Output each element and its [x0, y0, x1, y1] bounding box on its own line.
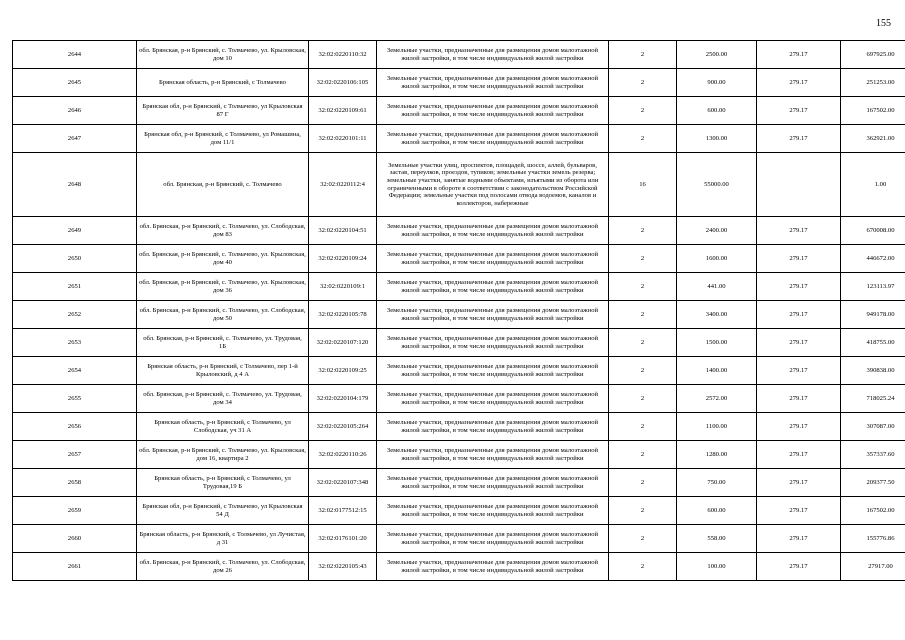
table-row — [13, 153, 905, 217]
table-row — [13, 69, 905, 97]
cadastral-number-cell: 32:02:0220105:43 — [309, 553, 377, 581]
row-number-cell: 2648 — [13, 153, 137, 217]
address-cell: Брянская область, р-н Брянский, с Толмачево, пер 1-й Крыловский, д 4 А — [137, 357, 309, 385]
area-cell: 2400.00 — [677, 217, 757, 245]
address-cell: Брянская обл, р-н Брянский, с Толмачево, ул Крыловская 54 Д — [137, 497, 309, 525]
cadastral-number-cell: 32:02:0220110:32 — [309, 41, 377, 69]
row-number-cell: 2653 — [13, 329, 137, 357]
table-row — [13, 41, 905, 69]
cadastral-number-cell: 32:02:0220109:24 — [309, 245, 377, 273]
category-code-cell: 2 — [609, 41, 677, 69]
category-code-cell: 2 — [609, 301, 677, 329]
category-code-cell: 2 — [609, 125, 677, 153]
cadastral-value-cell: 446672.00 — [841, 245, 905, 273]
row-number-cell: 2655 — [13, 385, 137, 413]
land-registry-table — [12, 40, 905, 581]
category-code-cell: 2 — [609, 69, 677, 97]
row-number-cell: 2647 — [13, 125, 137, 153]
address-cell: обл. Брянская, р-н Брянский, с. Толмачево, ул. Крыловская, дом 10 — [137, 41, 309, 69]
category-code-cell: 2 — [609, 469, 677, 497]
area-cell: 600.00 — [677, 97, 757, 125]
cadastral-number-cell: 32:02:0220110:26 — [309, 441, 377, 469]
category-code-cell: 2 — [609, 97, 677, 125]
permitted-use-cell: Земельные участки, предназначенные для размещения домов малоэтажной жилой застройки, в том числе индивидуальной жилой застройки — [377, 97, 609, 125]
permitted-use-cell: Земельные участки, предназначенные для размещения домов малоэтажной жилой застройки, в том числе индивидуальной жилой застройки — [377, 525, 609, 553]
table-row — [13, 97, 905, 125]
cadastral-value-cell: 362921.00 — [841, 125, 905, 153]
specific-value-cell: 279.17 — [757, 441, 841, 469]
permitted-use-cell: Земельные участки, предназначенные для размещения домов малоэтажной жилой застройки, в том числе индивидуальной жилой застройки — [377, 553, 609, 581]
category-code-cell: 2 — [609, 273, 677, 301]
address-cell: обл. Брянская, р-н Брянский, с. Толмачево, ул. Крыловская, дом 36 — [137, 273, 309, 301]
permitted-use-cell: Земельные участки, предназначенные для размещения домов малоэтажной жилой застройки, в том числе индивидуальной жилой застройки — [377, 413, 609, 441]
area-cell: 1500.00 — [677, 329, 757, 357]
permitted-use-cell: Земельные участки, предназначенные для размещения домов малоэтажной жилой застройки, в том числе индивидуальной жилой застройки — [377, 301, 609, 329]
cadastral-number-cell: 32:02:0220109:1 — [309, 273, 377, 301]
area-cell: 55000.00 — [677, 153, 757, 217]
permitted-use-cell: Земельные участки, предназначенные для размещения домов малоэтажной жилой застройки, в том числе индивидуальной жилой застройки — [377, 69, 609, 97]
address-cell: Брянская область, р-н Брянский, с Толмачево, ул Слободская, уч 31 А — [137, 413, 309, 441]
cadastral-number-cell: 32:02:0220105:264 — [309, 413, 377, 441]
address-cell: обл. Брянская, р-н Брянский, с. Толмачево, ул. Трудовая, дом 34 — [137, 385, 309, 413]
table-body — [13, 41, 905, 581]
category-code-cell: 2 — [609, 553, 677, 581]
cadastral-value-cell: 307087.00 — [841, 413, 905, 441]
category-code-cell: 2 — [609, 441, 677, 469]
cadastral-number-cell: 32:02:0220109:25 — [309, 357, 377, 385]
category-code-cell: 2 — [609, 385, 677, 413]
specific-value-cell: 279.17 — [757, 217, 841, 245]
cadastral-number-cell: 32:02:0220107:120 — [309, 329, 377, 357]
table-row — [13, 553, 905, 581]
row-number-cell: 2645 — [13, 69, 137, 97]
cadastral-number-cell: 32:02:0220112:4 — [309, 153, 377, 217]
cadastral-value-cell: 949178.00 — [841, 301, 905, 329]
cadastral-number-cell: 32:02:0177512:15 — [309, 497, 377, 525]
specific-value-cell: 279.17 — [757, 525, 841, 553]
permitted-use-cell: Земельные участки улиц, проспектов, площадей, шоссе, аллей, бульваров, застав, переулков, проездов, тупиков; земельные участки земель резерва; земельные участки, занятые водными объектами, изъятыми из оборота или ограниченными в обороте в соответствии с законодательством Российской Федерации; земельные участки под полосами отвода водоемов, каналов и коллекторов, набережные — [377, 153, 609, 217]
table-row — [13, 441, 905, 469]
cadastral-number-cell: 32:02:0220104:51 — [309, 217, 377, 245]
row-number-cell: 2660 — [13, 525, 137, 553]
cadastral-value-cell: 167502.00 — [841, 97, 905, 125]
category-code-cell: 2 — [609, 245, 677, 273]
cadastral-value-cell: 123113.97 — [841, 273, 905, 301]
permitted-use-cell: Земельные участки, предназначенные для размещения домов малоэтажной жилой застройки, в том числе индивидуальной жилой застройки — [377, 469, 609, 497]
page-number: 155 — [876, 18, 891, 29]
permitted-use-cell: Земельные участки, предназначенные для размещения домов малоэтажной жилой застройки, в том числе индивидуальной жилой застройки — [377, 273, 609, 301]
specific-value-cell: 279.17 — [757, 245, 841, 273]
permitted-use-cell: Земельные участки, предназначенные для размещения домов малоэтажной жилой застройки, в том числе индивидуальной жилой застройки — [377, 125, 609, 153]
cadastral-value-cell: 209377.50 — [841, 469, 905, 497]
table-row — [13, 413, 905, 441]
table-row — [13, 273, 905, 301]
area-cell: 3400.00 — [677, 301, 757, 329]
specific-value-cell: 279.17 — [757, 69, 841, 97]
specific-value-cell: 279.17 — [757, 357, 841, 385]
permitted-use-cell: Земельные участки, предназначенные для размещения домов малоэтажной жилой застройки, в том числе индивидуальной жилой застройки — [377, 441, 609, 469]
cadastral-value-cell: 357337.60 — [841, 441, 905, 469]
specific-value-cell: 279.17 — [757, 469, 841, 497]
cadastral-value-cell: 1.00 — [841, 153, 905, 217]
cadastral-value-cell: 155776.86 — [841, 525, 905, 553]
row-number-cell: 2657 — [13, 441, 137, 469]
specific-value-cell: 279.17 — [757, 497, 841, 525]
specific-value-cell: 279.17 — [757, 301, 841, 329]
row-number-cell: 2650 — [13, 245, 137, 273]
permitted-use-cell: Земельные участки, предназначенные для размещения домов малоэтажной жилой застройки, в том числе индивидуальной жилой застройки — [377, 217, 609, 245]
specific-value-cell: 279.17 — [757, 553, 841, 581]
address-cell: Брянская обл, р-н Брянский, с Толмачево, ул Ромашина, дом 11/1 — [137, 125, 309, 153]
cadastral-value-cell: 697925.00 — [841, 41, 905, 69]
table-row — [13, 245, 905, 273]
specific-value-cell: 279.17 — [757, 413, 841, 441]
cadastral-number-cell: 32:02:0220105:78 — [309, 301, 377, 329]
cadastral-value-cell: 27917.00 — [841, 553, 905, 581]
permitted-use-cell: Земельные участки, предназначенные для размещения домов малоэтажной жилой застройки, в том числе индивидуальной жилой застройки — [377, 497, 609, 525]
area-cell: 1100.00 — [677, 413, 757, 441]
specific-value-cell: 279.17 — [757, 41, 841, 69]
row-number-cell: 2659 — [13, 497, 137, 525]
address-cell: обл. Брянская, р-н Брянский, с. Толмачево, ул. Слободская, дом 83 — [137, 217, 309, 245]
row-number-cell: 2658 — [13, 469, 137, 497]
cadastral-number-cell: 32:02:0220104:179 — [309, 385, 377, 413]
cadastral-value-cell: 418755.00 — [841, 329, 905, 357]
area-cell: 1300.00 — [677, 125, 757, 153]
table-row — [13, 497, 905, 525]
cadastral-number-cell: 32:02:0220107:348 — [309, 469, 377, 497]
area-cell: 2572.00 — [677, 385, 757, 413]
category-code-cell: 2 — [609, 329, 677, 357]
row-number-cell: 2651 — [13, 273, 137, 301]
address-cell: обл. Брянская, р-н Брянский, с. Толмачево, ул. Трудовая, 1Б — [137, 329, 309, 357]
permitted-use-cell: Земельные участки, предназначенные для размещения домов малоэтажной жилой застройки, в том числе индивидуальной жилой застройки — [377, 357, 609, 385]
row-number-cell: 2652 — [13, 301, 137, 329]
row-number-cell: 2654 — [13, 357, 137, 385]
cadastral-number-cell: 32:02:0220101:11 — [309, 125, 377, 153]
permitted-use-cell: Земельные участки, предназначенные для размещения домов малоэтажной жилой застройки, в том числе индивидуальной жилой застройки — [377, 245, 609, 273]
cadastral-value-cell: 670008.00 — [841, 217, 905, 245]
area-cell: 1400.00 — [677, 357, 757, 385]
area-cell: 1600.00 — [677, 245, 757, 273]
area-cell: 441.00 — [677, 273, 757, 301]
specific-value-cell: 279.17 — [757, 385, 841, 413]
address-cell: обл. Брянская, р-н Брянский, с. Толмачево, ул. Крыловская, дом 40 — [137, 245, 309, 273]
permitted-use-cell: Земельные участки, предназначенные для размещения домов малоэтажной жилой застройки, в том числе индивидуальной жилой застройки — [377, 41, 609, 69]
row-number-cell: 2649 — [13, 217, 137, 245]
row-number-cell: 2646 — [13, 97, 137, 125]
address-cell: обл. Брянская, р-н Брянский, с. Толмачево, ул. Слободская, дом 26 — [137, 553, 309, 581]
address-cell: Брянская область, р-н Брянский, с Толмачево — [137, 69, 309, 97]
category-code-cell: 2 — [609, 497, 677, 525]
table-row — [13, 125, 905, 153]
area-cell: 750.00 — [677, 469, 757, 497]
address-cell: обл. Брянская, р-н Брянский, с. Толмачево, ул. Крыловская, дом 16, квартира 2 — [137, 441, 309, 469]
row-number-cell: 2661 — [13, 553, 137, 581]
cadastral-value-cell: 718025.24 — [841, 385, 905, 413]
area-cell: 558.00 — [677, 525, 757, 553]
cadastral-value-cell: 251253.00 — [841, 69, 905, 97]
address-cell: Брянская обл, р-н Брянский, с Толмачево, ул Крыловская 87 Г — [137, 97, 309, 125]
row-number-cell: 2656 — [13, 413, 137, 441]
cadastral-number-cell: 32:02:0220106:105 — [309, 69, 377, 97]
specific-value-cell: 279.17 — [757, 125, 841, 153]
table-row — [13, 357, 905, 385]
area-cell: 900.00 — [677, 69, 757, 97]
area-cell: 1280.00 — [677, 441, 757, 469]
permitted-use-cell: Земельные участки, предназначенные для размещения домов малоэтажной жилой застройки, в том числе индивидуальной жилой застройки — [377, 329, 609, 357]
address-cell: Брянская область, р-н Брянский, с Толмачево, ул Трудовая,19 Б — [137, 469, 309, 497]
table-row — [13, 301, 905, 329]
address-cell: обл. Брянская, р-н Брянский, с. Толмачево, ул. Слободская, дом 50 — [137, 301, 309, 329]
permitted-use-cell: Земельные участки, предназначенные для размещения домов малоэтажной жилой застройки, в том числе индивидуальной жилой застройки — [377, 385, 609, 413]
area-cell: 600.00 — [677, 497, 757, 525]
category-code-cell: 16 — [609, 153, 677, 217]
cadastral-number-cell: 32:02:0176101:20 — [309, 525, 377, 553]
area-cell: 2500.00 — [677, 41, 757, 69]
specific-value-cell — [757, 153, 841, 217]
cadastral-number-cell: 32:02:0220109:61 — [309, 97, 377, 125]
address-cell: обл. Брянская, р-н Брянский, с. Толмачево — [137, 153, 309, 217]
table-row — [13, 329, 905, 357]
table-row — [13, 217, 905, 245]
table-row — [13, 469, 905, 497]
category-code-cell: 2 — [609, 357, 677, 385]
table-row — [13, 385, 905, 413]
row-number-cell: 2644 — [13, 41, 137, 69]
cadastral-value-cell: 167502.00 — [841, 497, 905, 525]
category-code-cell: 2 — [609, 525, 677, 553]
cadastral-value-cell: 390838.00 — [841, 357, 905, 385]
address-cell: Брянская область, р-н Брянский, с Толмачево, ул Лучистая, д 31 — [137, 525, 309, 553]
category-code-cell: 2 — [609, 217, 677, 245]
area-cell: 100.00 — [677, 553, 757, 581]
specific-value-cell: 279.17 — [757, 329, 841, 357]
table-row — [13, 525, 905, 553]
category-code-cell: 2 — [609, 413, 677, 441]
specific-value-cell: 279.17 — [757, 273, 841, 301]
specific-value-cell: 279.17 — [757, 97, 841, 125]
